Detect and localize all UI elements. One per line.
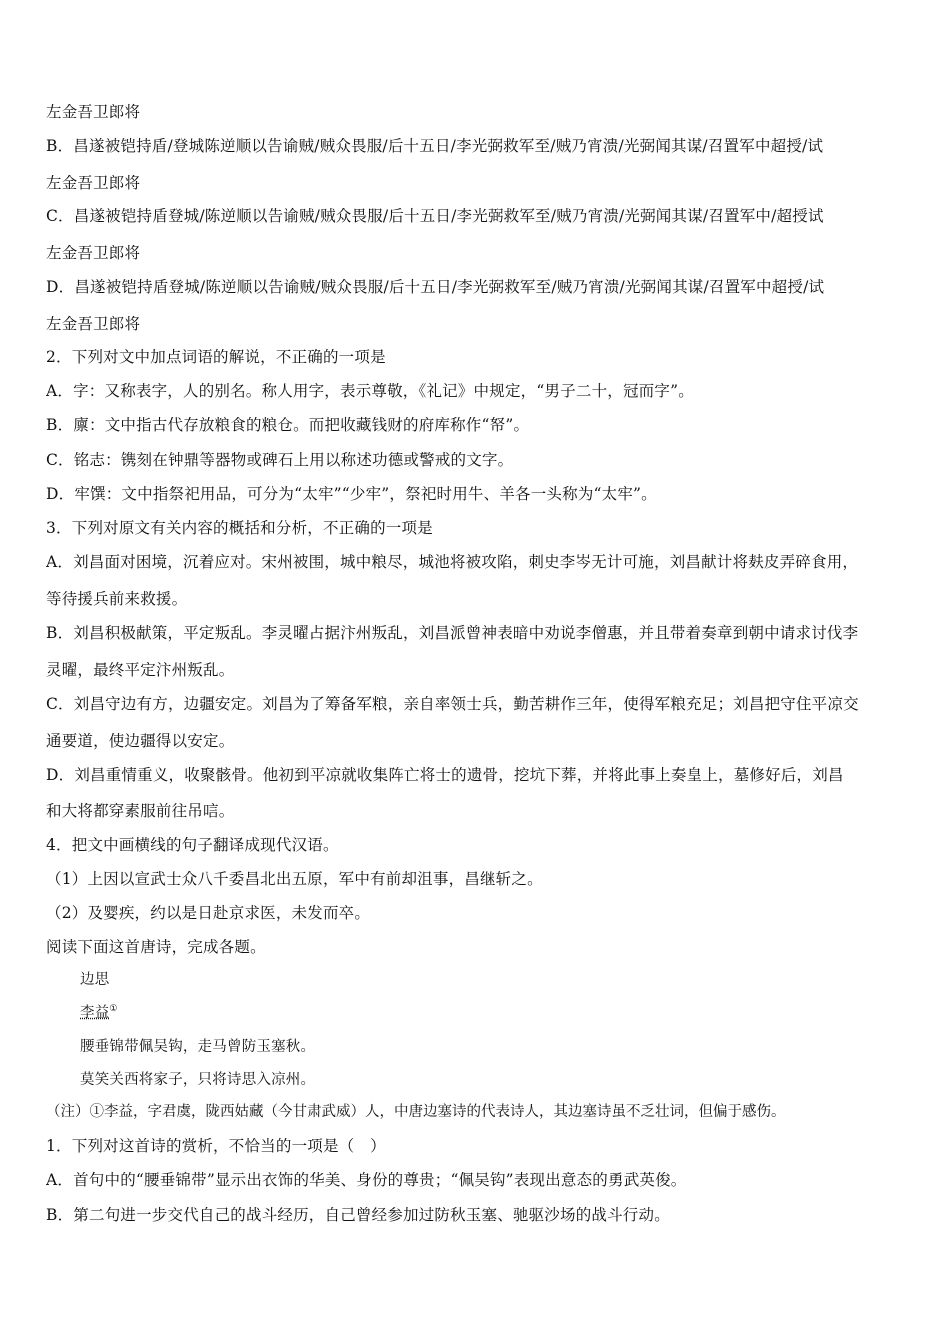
q4-sentence-2: （2）及婴疾，约以是日赴京求医，未发而卒。 <box>46 904 371 922</box>
poem-intro: 阅读下面这首唐诗，完成各题。 <box>46 938 266 956</box>
poem-line-2: 莫笑关西将家子，只将诗思入凉州。 <box>80 1072 316 1088</box>
poem-q1-option-a: A．首句中的“腰垂锦带”显示出衣饰的华美、身份的尊贵；“佩吴钩”表现出意态的勇武英俊。 <box>46 1171 687 1189</box>
q3-option-c-line2: 通要道，使边疆得以安定。 <box>46 732 235 750</box>
q3-option-d-line1: D．刘昌重情重义，收聚骸骨。他初到平凉就收集阵亡将士的遗骨，挖坑下葬，并将此事上奏皇上，墓修好后，刘昌 <box>46 766 844 784</box>
q3-option-a-line1: A．刘昌面对困境，沉着应对。宋州被围，城中粮尽，城池将被攻陷，刺史李岑无计可施，刘昌献计将麸皮弄碎食用， <box>46 553 859 571</box>
poem-title: 边思 <box>80 972 110 988</box>
q1-option-b: B．昌遂被铠持盾/登城陈逆顺以告谕贼/贼众畏服/后十五日/李光弼救军至/贼乃宵溃/光弼闻其谋/召置军中超授/试 <box>46 137 824 155</box>
q4-sentence-1: （1）上因以宣武士众八千委昌北出五原，军中有前却沮事，昌继斩之。 <box>46 870 543 888</box>
q3-option-d-line2: 和大将都穿素服前往吊唁。 <box>46 802 235 820</box>
q3-option-b-line2: 灵曜，最终平定汴州叛乱。 <box>46 661 235 679</box>
q3-stem: 3．下列对原文有关内容的概括和分析，不正确的一项是 <box>46 519 433 537</box>
q3-option-a-line2: 等待援兵前来救援。 <box>46 590 188 608</box>
q2-option-d: D．牢馔：文中指祭祀用品，可分为“太牢”“少牢”，祭祀时用牛、羊各一头称为“太牢”。 <box>46 485 657 503</box>
q3-option-c-line1: C．刘昌守边有方，边疆安定。刘昌为了筹备军粮，亲自率领士兵，勤苦耕作三年，使得军粮充足；刘昌把守住平凉交 <box>46 695 859 713</box>
q3-option-b-line1: B．刘昌积极献策，平定叛乱。李灵曜占据汴州叛乱，刘昌派曾神表暗中劝说李僧惠，并且带着奏章到朝中请求讨伐李 <box>46 624 859 642</box>
q2-stem: 2．下列对文中加点词语的解说，不正确的一项是 <box>46 348 386 366</box>
poem-author <box>80 1003 944 1023</box>
q1-option-a-tail: 左金吾卫郎将 <box>46 103 141 121</box>
q2-option-a: A．字：又称表字，人的别名。称人用字，表示尊敬，《礼记》中规定，“男子二十，冠而字”。 <box>46 382 694 400</box>
poem-q1-option-b: B．第二句进一步交代自己的战斗经历，自己曾经参加过防秋玉塞、驰驱沙场的战斗行动。 <box>46 1206 670 1224</box>
poem-q1-stem: 1．下列对这首诗的赏析，不恰当的一项是（ ） <box>46 1137 386 1155</box>
q1-option-c: C．昌遂被铠持盾登城/陈逆顺以告谕贼/贼众畏服/后十五日/李光弼救军至/贼乃宵溃/光弼闻其谋/召置军中/超授试 <box>46 207 824 225</box>
q4-stem: 4．把文中画横线的句子翻译成现代汉语。 <box>46 836 339 854</box>
q1-option-d-tail: 左金吾卫郎将 <box>46 315 141 333</box>
footnote-marker: ① <box>109 1004 118 1015</box>
q1-option-c-tail: 左金吾卫郎将 <box>46 244 141 262</box>
poem-footnote: （注）①李益，字君虞，陇西姑藏（今甘肃武威）人，中唐边塞诗的代表诗人，其边塞诗虽不乏壮词，但偏于感伤。 <box>46 1104 786 1120</box>
q1-option-d: D．昌遂被铠持盾登城/陈逆顺以告谕贼/贼众畏服/后十五日/李光弼救军至/贼乃宵溃/光弼闻其谋/召置军中超授/试 <box>46 278 825 296</box>
q2-option-b: B．廪：文中指古代存放粮食的粮仓。而把收藏钱财的府库称作“帑”。 <box>46 416 530 434</box>
q2-option-c: C．铭志：镌刻在钟鼎等器物或碑石上用以称述功德或警戒的文字。 <box>46 451 514 469</box>
poem-line-1: 腰垂锦带佩吴钩，走马曾防玉塞秋。 <box>80 1039 316 1055</box>
poem-author-name: 李益 <box>80 1005 110 1021</box>
q1-option-b-tail: 左金吾卫郎将 <box>46 174 141 192</box>
